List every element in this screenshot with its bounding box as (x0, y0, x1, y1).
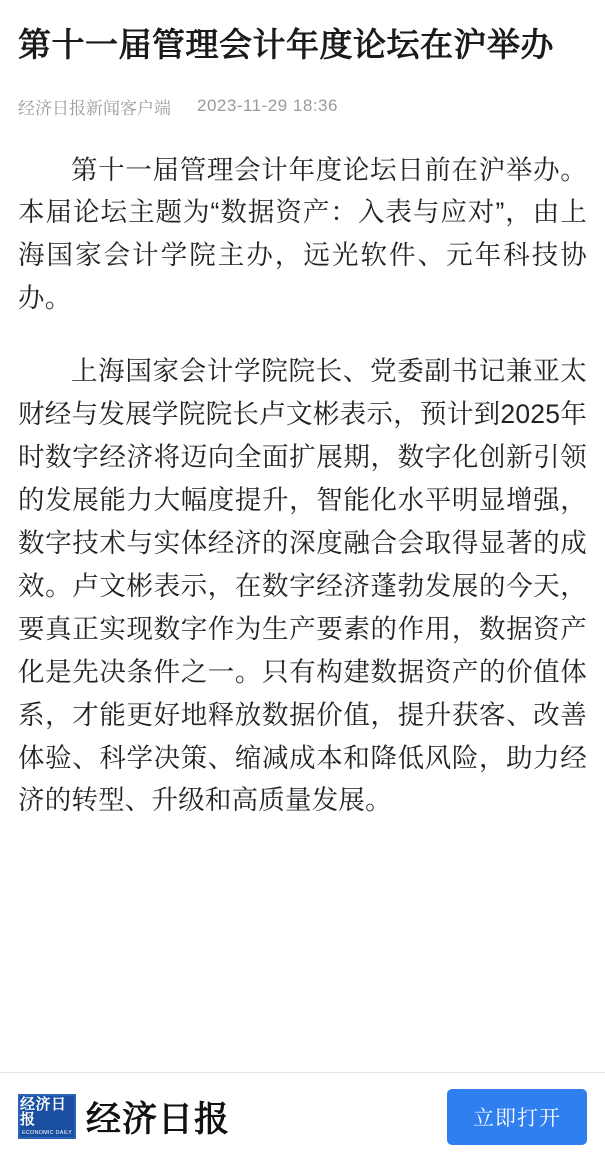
page-title: 第十一届管理会计年度论坛在沪举办 (18, 26, 554, 63)
article-paragraph: 第十一届管理会计年度论坛日前在沪举办。本届论坛主题为“数据资产：入表与应对”，由上海国家会计学院主办，远光软件、元年科技协办。 (18, 154, 587, 314)
article-paragraph: 上海国家会计学院院长、党委副书记兼亚太财经与发展学院院长卢文彬表示，预计到2025年时数字经济将迈向全面扩展期，数字化创新引领的发展能力大幅度提升，智能化水平明显增强，数字技术与实体经济的深度融合会取得显著的成效。卢文彬表示，在数字经济蓬勃发展的今天，要真正实现数字作为生产要素的作用，数据资产化是先决条件之一。只有构建数据资产的价值体系，才能更好地释放数据价值，提升获客、改善体验、科学决策、缩减成本和降低风险，助力经济的转型、升级和高质量发展。 (18, 356, 587, 816)
brand-block (18, 1092, 447, 1142)
economic-daily-logo-icon (18, 1094, 76, 1139)
article-meta (18, 94, 587, 119)
footer-bar (0, 1072, 605, 1160)
article-timestamp: 2023-11-29 18:36 (197, 96, 338, 116)
article-body (18, 149, 587, 823)
brand-name: 经济日报 (86, 1099, 231, 1139)
logo-text-cn: 经济日报 (20, 1095, 67, 1128)
open-app-button[interactable]: 立即打开 (447, 1089, 587, 1145)
logo-text-en: ECONOMIC DAILY (21, 1129, 73, 1136)
article-source: 经济日报新闻客户端 (18, 98, 171, 118)
